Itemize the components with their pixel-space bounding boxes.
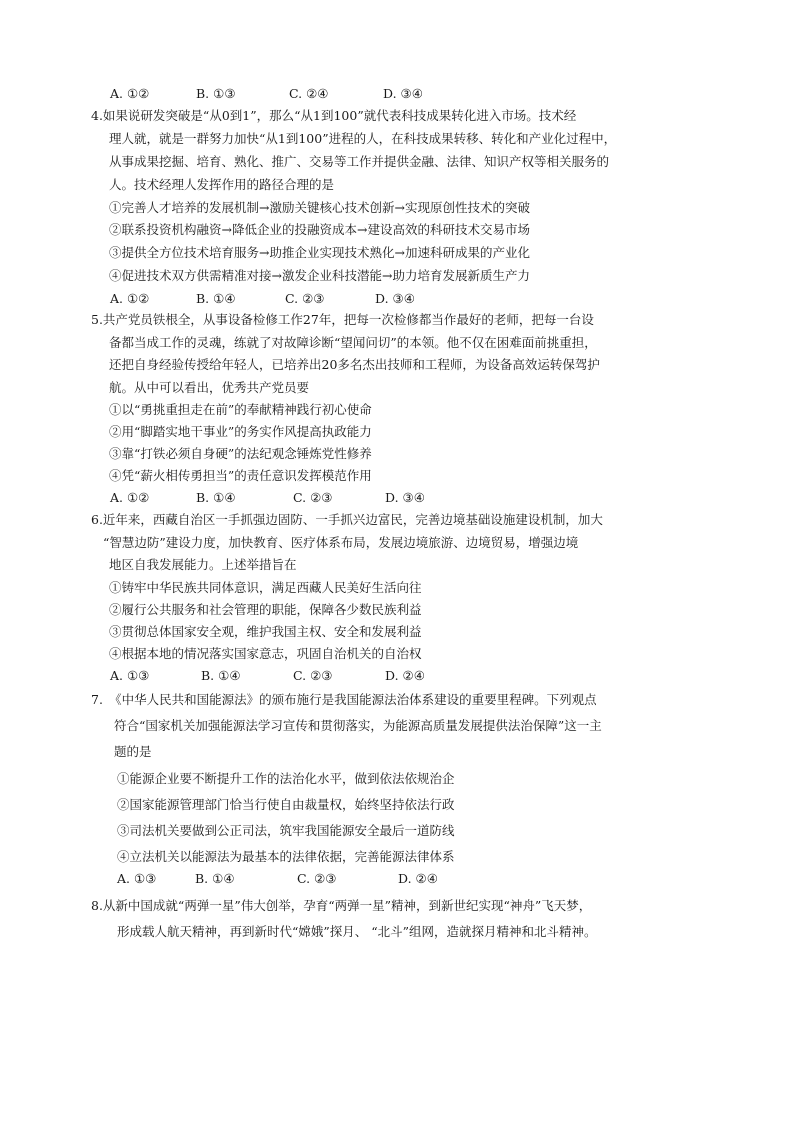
q4-stem-line: 人。技术经理人发挥作用的路径合理的是 <box>109 177 335 192</box>
option-d: D. ③④ <box>383 86 423 101</box>
option-a: A. ①② <box>110 86 150 101</box>
q4-option-c: C. ②③ <box>285 291 325 306</box>
q6-option-b: B. ①④ <box>201 668 241 683</box>
q6-stem-line: “智慧边防”建设力度，加快教育、医疗体系布局，发展边境旅游、边境贸易，增强边境 <box>103 535 579 550</box>
q5-option-a: A. ①② <box>110 490 150 505</box>
q4-stem-line: 从事成果挖掘、培育、熟化、推广、交易等工作并提供金融、法律、知识产权等相关服务的 <box>109 154 610 169</box>
q8-stem-line: 8.从新中国成就“两弹一星”伟大创举，孕育“两弹一星”精神，到新世纪实现“神舟”飞天梦， <box>91 898 592 913</box>
q7-stem-line: 7. 《中华人民共和国能源法》的颁布施行是我国能源法治体系建设的重要里程碑。下列观点 <box>91 692 597 707</box>
q6-option-d: D. ②④ <box>385 668 425 683</box>
q5-choice-3: ③靠“打铁必须自身硬”的法纪观念锤炼党性修养 <box>109 446 372 461</box>
q4-option-a: A. ①② <box>110 291 150 306</box>
q4-stem-line: 理人就，就是一群努力加快“从1到100”进程的人，在科技成果转移、转化和产业化过程中， <box>109 131 617 146</box>
option-c: C. ②④ <box>289 86 329 101</box>
q7-choice-2: ②国家能源管理部门恰当行使自由裁量权，始终坚持依法行政 <box>117 797 455 812</box>
q5-choice-2: ②用“脚踏实地干事业”的务实作风提高执政能力 <box>109 424 372 439</box>
q6-choice-3: ③贯彻总体国家安全观，维护我国主权、安全和发展利益 <box>109 624 422 639</box>
q4-choice-2: ②联系投资机构融资→降低企业的投融资成本→建设高效的科研技术交易市场 <box>109 222 530 237</box>
q5-choice-1: ①以“勇挑重担走在前”的奉献精神践行初心使命 <box>109 402 372 417</box>
q4-stem-line: 4.如果说研发突破是“从0到1”，那么“从1到100”就代表科技成果转化进入市场。技术经 <box>91 108 577 123</box>
q6-choice-2: ②履行公共服务和社会管理的职能，保障各少数民族利益 <box>109 602 422 617</box>
q7-choice-3: ③司法机关要做到公正司法，筑牢我国能源安全最后一道防线 <box>117 823 455 838</box>
q5-stem-line: 航。从中可以看出，优秀共产党员要 <box>109 380 310 395</box>
q6-option-a: A. ①③ <box>110 668 150 683</box>
q5-choice-4: ④凭“薪火相传勇担当”的责任意识发挥模范作用 <box>109 468 372 483</box>
q7-option-b: B. ①④ <box>195 871 235 886</box>
q7-stem-line: 题的是 <box>114 744 152 759</box>
q5-option-c: C. ②③ <box>293 490 333 505</box>
q6-stem-line: 6.近年来，西藏自治区一手抓强边固防、一手抓兴边富民，完善边境基础设施建设机制，加大 <box>91 512 603 527</box>
q7-option-a: A. ①③ <box>117 871 157 886</box>
q6-option-c: C. ②③ <box>293 668 333 683</box>
q4-choice-3: ③提供全方位技术培育服务→助推企业实现技术熟化→加速科研成果的产业化 <box>109 245 530 260</box>
q7-stem-line: 符合“国家机关加强能源法学习宣传和贯彻落实，为能源高质量发展提供法治保障”这一主 <box>114 718 602 733</box>
q4-option-b: B. ①④ <box>196 291 236 306</box>
q6-choice-1: ①铸牢中华民族共同体意识，满足西藏人民美好生活向往 <box>109 580 422 595</box>
q4-choice-1: ①完善人才培养的发展机制→激励关键核心技术创新→实现原创性技术的突破 <box>109 200 530 215</box>
q4-choice-4: ④促进技术双方供需精准对接→激发企业科技潜能→助力培育发展新质生产力 <box>109 268 530 283</box>
q7-choice-4: ④立法机关以能源法为最基本的法律依据，完善能源法律体系 <box>117 849 455 864</box>
q8-stem-line: 形成载人航天精神，再到新时代“嫦娥”探月、 “北斗”组网，造就探月精神和北斗精神。 <box>117 924 597 939</box>
q5-stem-line: 5.共产党员铁根全，从事设备检修工作27年，把每一次检修都当作最好的老师，把每一台设 <box>91 312 594 327</box>
q5-option-d: D. ③④ <box>385 490 425 505</box>
q5-option-b: B. ①④ <box>196 490 236 505</box>
option-b: B. ①③ <box>196 86 236 101</box>
q5-stem-line: 还把自身经验传授给年轻人，已培养出20多名杰出技师和工程师，为设备高效运转保驾护 <box>109 357 600 372</box>
q7-option-d: D. ②④ <box>398 871 438 886</box>
q7-option-c: C. ②③ <box>297 871 337 886</box>
q6-stem-line: 地区自我发展能力。上述举措旨在 <box>109 557 297 572</box>
q7-choice-1: ①能源企业要不断提升工作的法治化水平，做到依法依规治企 <box>117 771 455 786</box>
q5-stem-line: 备都当成工作的灵魂，练就了对故障诊断“望闻问切”的本领。他不仅在困难面前挑重担， <box>109 335 597 350</box>
q6-choice-4: ④根据本地的情况落实国家意志，巩固自治机关的自治权 <box>109 646 422 661</box>
q4-option-d: D. ③④ <box>375 291 415 306</box>
